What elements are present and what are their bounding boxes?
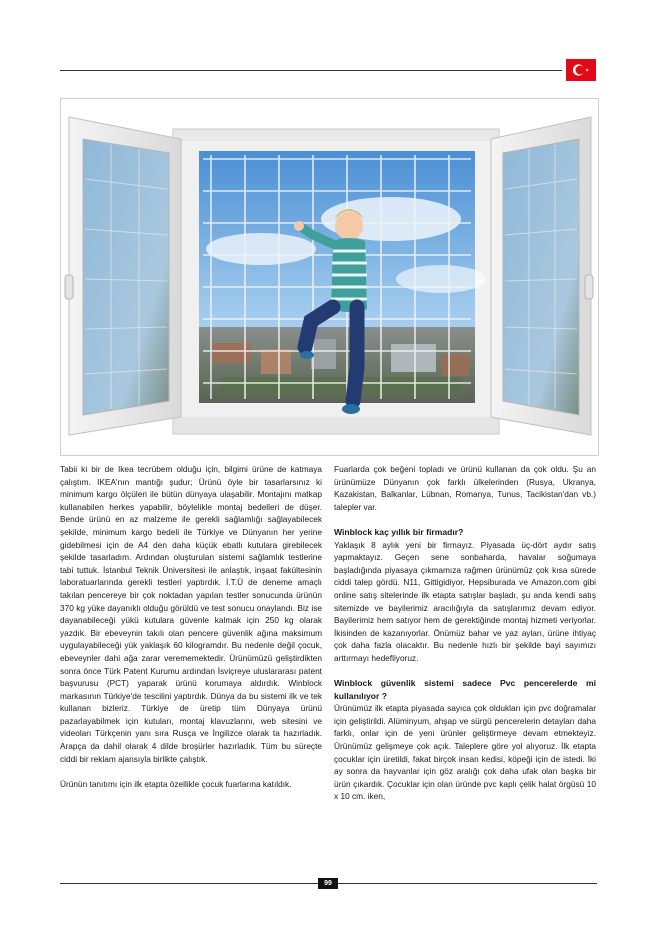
article-paragraph: Fuarlarda çok beğeni topladı ve ürünü kullanan da çok oldu. Şu an ürünümüze Dünyanın çok farklı ülkelerinden (Rusya, Ukranya, Kazakistan, Balkanlar, Lübnan, Romanya, Tunus, Tacikistan'dan vb.) talepler var. [334,464,596,512]
article-question-heading: Winblock güvenlik sistemi sadece Pvc pencerelerde mi kullanılıyor ? [334,678,596,701]
article-paragraph: Ürünümüz ilk etapta piyasada sayıca çok oldukları için pvc doğramalar için geliştirildi. Alüminyum, ahşap ve sürgü pencerelerin detayları daha farklı, onlar için de yeni ürünler geliştirmeye devam etmekteyiz. Ürünümüz gelişmeye çok açık. Taleplere göre yol alıyoruz. İlk etapta çocuklar için üretildi, fakat birçok insan kedisi, köpeği için de istedi. İki ay sonra da hayvanlar için göz aralığı çok daha ufak olan başka bir ürün çıkardık. Çocuklar için olan üründe pvc kaplı çelik halat örgüsü 10 x 10 cm. iken, [334,703,596,802]
child-at-window-with-safety-net-photo [60,98,599,456]
header-rule [60,70,562,71]
article-paragraph: Yaklaşık 8 aylık yeni bir firmayız. Piyasada üç-dört aydır satış yapmaktayız. Geçen sene sonbaharda, havalar soğumaya başladığında piyasaya çıkmamıza rağmen ürünümüz çok kısa sürede ciddi talep gördü. N11, Gittigidiyor, Hepsiburada ve Amazon.com gibi online satış sitelerinde ilk etapta satışlar başladı, şu anda kendi satış sitemizde ve bayilerimiz aracılığıyla da satışlarımız devam ediyor. Bayilerimiz hem satıyor hem de gerektiğinde montaj hizmeti veriyorlar. İkisinden de kazanıyorlar. Önümüz bahar ve yaz ayları, ürüne ihtiyaç çok daha fazla olacaktır. Bu nedenle hızlı bir şekilde bayi sayımızı arttırmayı hedefliyoruz. [334,539,596,663]
page-number: 99 [318,878,338,889]
article-column-left [60,463,322,803]
article-paragraph: Tabii ki bir de Ikea tecrübem olduğu için, bilgimi ürüne de katmaya çalıştım. IKEA'nın mantığı şudur; Ürünü öyle bir tasarlarsınız ki minimum kargo ölçüleri ile bütün dünyaya ulaşabilir. Montajını matkap kullanabilen herkes yapabilir, böylelikle montaj bedelleri de düşer. Bende ürünü en az malzeme ile gerekli sağlamlığı sağlayabilecek şekilde, minimum kargo bedeli ile Türkiye ve Dünyanın her yerine gidebilmesi için de A4 den daha küçük ebatlı kutulara girebilecek şekilde tasarladım. Ardından oluşturulan sistemi sağlamlık testlerine tabi tuttuk. İstanbul Teknik Üniversitesi ile anlaştık, inşaat fakültesinin laboratuarlarında gerekli testleri yaptırdık. İ.T.Ü de deneme amaçlı takılan pencereye bir çok noktadan yapılan testler sonucunda ürünün 370 kg yüke dayanıklı olduğu görüldü ve test sonucu onaylandı. Biz ise dayanabileceği yükü kutulara güvenle kalmak için 250 kg olarak yazdık. Bir ebeveynin takılı olan pencere güvenlik ağına maksimum uygulayabileceği yük yaklaşık 60 kilogramdır. Bu nedenle değil çocuk, ebeveynler dahi ağa zarar verememektedir. Ürünümüzü geliştirdikten sonra önce Türk Patent Kurumu ardından İsviçreye uluslararası patent başvurusu (PCT) yaparak ürünü korumaya aldırdık. Winblock markasının Türkiye'de tescilini yaptırdık. Dünya da bu sistemi ilk ve tek kullanan bizleriz. Türkiye de üretip tüm Dünyaya ürünü pazarlayabilmek için kutuları, montaj klavuzlarını, web sitesini ve videoları Türkçenin yanı sıra Rusça ve İngilizce olarak ta hazırladık. Arapça da dahil olarak 4 dilde broşürler hazırladık. Tüm bu süreçte ciddi bir reklam ajansıyla birlikte çalıştık. [60,464,322,764]
turkey-flag-icon [566,59,596,81]
article-question-heading: Winblock kaç yıllık bir firmadır? [334,526,464,537]
article-paragraph: Ürünün tanıtımı için ilk etapta özellikle çocuk fuarlarına katıldık. [60,778,292,789]
article-column-right [334,463,596,816]
